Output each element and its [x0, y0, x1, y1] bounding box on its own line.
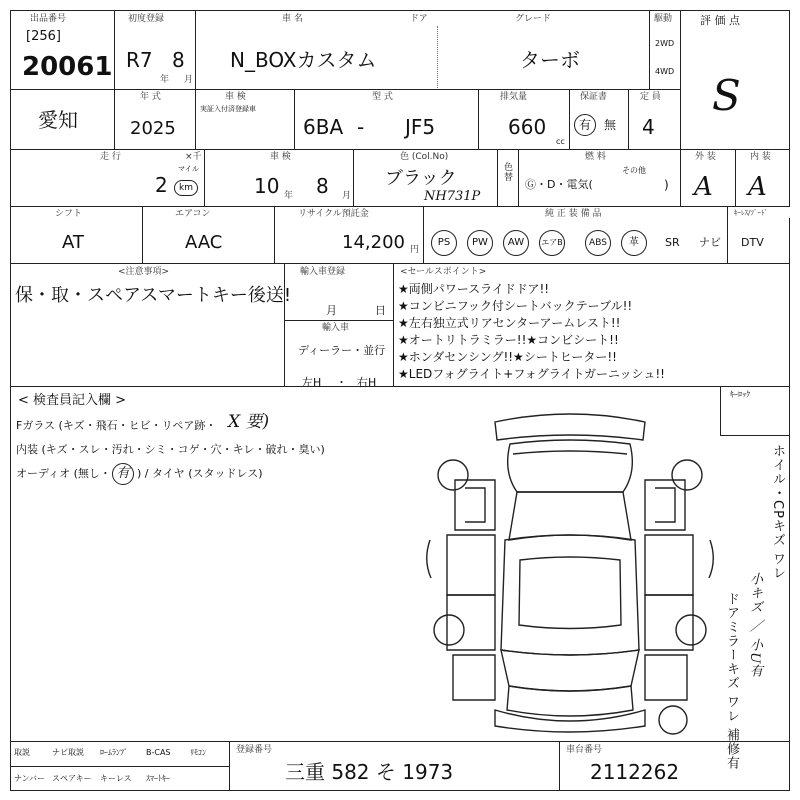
- score-value: S: [712, 71, 741, 120]
- notes-cell: [10, 263, 285, 387]
- warranty-label: 保証書: [580, 92, 608, 102]
- sales-point: ★両側パワースライドドア!!: [398, 282, 550, 296]
- accessory-label: ﾘﾓｺﾝ: [190, 748, 206, 757]
- fuel-options: Ⓖ・D・電気(: [525, 178, 593, 191]
- equip-airbag-badge: エアB: [539, 230, 565, 256]
- model-code: JF5: [405, 115, 436, 139]
- mileage-label: 走 行: [100, 152, 121, 162]
- equipment-label: 純 正 装 備 品: [545, 209, 602, 219]
- cc-unit: cc: [556, 137, 565, 146]
- plate-number: 三重 582 そ 1973: [285, 760, 454, 784]
- recycle-fee: 14,200: [342, 232, 405, 253]
- plate-label: 登録番号: [236, 745, 273, 755]
- ac-label: エアコン: [175, 209, 211, 219]
- month-value: 8: [172, 48, 185, 72]
- keyless-label: ｷｰﾚｽ/ﾌﾞｰﾄﾞ: [734, 209, 768, 217]
- fuel-other: その他: [622, 166, 646, 175]
- chassis-label: 車台番号: [566, 745, 603, 755]
- import-divider: [284, 320, 394, 321]
- side-note: ホイル・CPキズ ワレ: [770, 444, 785, 581]
- accessory-label: B-CAS: [146, 748, 171, 757]
- equip-navi: ナビ: [699, 236, 721, 249]
- displacement: 660: [508, 115, 547, 139]
- displacement-label: 排気量: [500, 92, 528, 102]
- mileage: 2: [155, 173, 168, 197]
- side-note: 小キズ ／ 小U有: [747, 572, 762, 679]
- import-reg-month: 月: [326, 304, 337, 317]
- model-year-label: 年 式: [140, 92, 161, 102]
- mileage-unit-mile: マイル: [178, 165, 199, 173]
- inspector-f-glass: Fガラス (キズ・飛石・ヒビ・リペア跡・: [16, 419, 217, 432]
- year-unit: 年: [160, 75, 170, 85]
- grade-value: ターボ: [520, 48, 580, 72]
- shift: AT: [62, 232, 84, 253]
- recycle-label: リサイクル預託金: [298, 209, 369, 219]
- equip-aw-badge: AW: [503, 230, 529, 256]
- sales-point: ★LEDフォグライト+フォグライトガーニッシュ!!: [398, 367, 665, 381]
- accessory-label: ﾛｰﾑﾗﾝﾌﾟ: [100, 748, 128, 757]
- equip-pw-badge: PW: [467, 230, 493, 256]
- inspection-month: 8: [316, 174, 329, 198]
- car-diagram: [425, 410, 715, 735]
- color-code: NH731P: [424, 189, 481, 204]
- capacity-label: 定 員: [640, 92, 661, 102]
- sales-label: <セールスポイント>: [400, 267, 487, 277]
- import-reg-day: 日: [375, 304, 386, 317]
- fuel-label: 燃 料: [585, 152, 606, 162]
- key-lock-label: ｷｰﾛｯｸ: [730, 390, 750, 399]
- equip-leather-badge: 革: [621, 230, 647, 256]
- mileage-thousands: ×千: [185, 152, 202, 162]
- capacity: 4: [642, 115, 655, 139]
- inspector-audio: オーディオ (無し・: [16, 467, 111, 480]
- model-dash: -: [357, 115, 365, 139]
- inspector-interior: 内装 (キズ・スレ・汚れ・シミ・コゲ・穴・キレ・破れ・臭い): [16, 443, 325, 456]
- inspection-year-unit: 年: [284, 191, 294, 201]
- inspection-month-unit: 月: [342, 191, 352, 201]
- fuel-close: ): [664, 178, 669, 192]
- sales-point: ★左右独立式リアセンターアームレスト!!: [398, 316, 621, 330]
- inspection-type-sub: 実証入付済登録車: [200, 105, 256, 113]
- lot-number: 20061: [22, 52, 113, 82]
- year-label: 初度登録: [128, 14, 165, 24]
- import-left-h: 左H: [302, 376, 322, 389]
- inspection-year: 10: [254, 174, 280, 198]
- sales-point: ★ホンダセンシング!!★シートヒーター!!: [398, 350, 617, 364]
- month-unit: 月: [184, 75, 194, 85]
- inspector-title: < 検査員記入欄 >: [18, 393, 127, 408]
- interior-label: 内 装: [750, 152, 771, 162]
- model-code-label: 型 式: [372, 92, 393, 102]
- warranty-no: 無: [604, 118, 617, 132]
- equip-ps-badge: PS: [431, 230, 457, 256]
- drive-4wd: 4WD: [655, 67, 675, 76]
- grade-label: グレード: [515, 14, 552, 24]
- sales-point: ★コンビニフック付シートバックテーブル!!: [398, 299, 633, 313]
- drive-2wd: 2WD: [655, 39, 675, 48]
- car-name: N_BOXカスタム: [230, 48, 377, 72]
- equip-sr: SR: [665, 236, 680, 249]
- score-label: 評 価 点: [700, 14, 740, 27]
- accessory-label: ナンバー: [14, 774, 46, 783]
- ac: AAC: [185, 232, 223, 253]
- notes-text: 保・取・スペアスマートキー後送!: [15, 285, 292, 306]
- equip-dtv: DTV: [741, 236, 764, 249]
- inspection-date-label: 車 検: [270, 152, 291, 162]
- model-prefix: 6BA: [303, 115, 344, 139]
- region: 愛知: [38, 108, 78, 132]
- exterior-label: 外 装: [695, 152, 716, 162]
- mileage-unit-km: km: [174, 180, 198, 196]
- year-value: R7: [126, 48, 153, 72]
- inspection-type-label: 車 検: [225, 92, 246, 102]
- accessory-label: ナビ取説: [52, 748, 84, 757]
- color: ブラック: [385, 168, 457, 189]
- chassis-number: 2112262: [590, 760, 680, 784]
- inspector-tire: ) / タイヤ (スタッドレス): [137, 467, 263, 480]
- grade-divider: [437, 26, 438, 90]
- accessory-label: キーレス: [100, 774, 132, 783]
- lot-prefix: [256]: [26, 29, 61, 44]
- accessories-divider: [10, 766, 230, 767]
- equip-abs-badge: ABS: [585, 230, 611, 256]
- side-note: ドアミラーキズ ワレ 補修有: [724, 592, 739, 771]
- import-label: 輸入車: [322, 323, 350, 333]
- warranty-yes: 有: [574, 114, 596, 136]
- inspector-f-glass-mark: X 要): [228, 412, 270, 432]
- lot-label: 出品番号: [30, 14, 67, 24]
- model-year: 2025: [130, 118, 176, 139]
- yen-unit: 円: [410, 245, 420, 255]
- sales-point: ★オートリトラミラー!!★コンビシート!!: [398, 333, 619, 347]
- import-dot: ・: [336, 376, 347, 389]
- interior-grade: A: [748, 172, 767, 202]
- notes-label: <注意事項>: [118, 267, 170, 277]
- exterior-grade: A: [694, 172, 713, 202]
- shift-label: シフト: [55, 209, 83, 219]
- import-right-h: 右H: [357, 376, 377, 389]
- color-label: 色 (Col.No): [400, 152, 449, 162]
- inspector-audio-mark: 有: [112, 463, 134, 485]
- import-reg-label: 輸入車登録: [300, 267, 346, 277]
- import-dealer: ディーラー・並行: [298, 344, 386, 357]
- accessory-label: スペアキー: [52, 774, 92, 783]
- drive-label: 駆動: [654, 14, 673, 24]
- color-change-label: 色替: [502, 162, 512, 182]
- accessory-label: ｽﾏｰﾄｷｰ: [146, 774, 170, 783]
- accessory-label: 取説: [14, 748, 30, 757]
- door-label: ドア: [410, 14, 428, 24]
- car-name-label: 車 名: [282, 14, 303, 24]
